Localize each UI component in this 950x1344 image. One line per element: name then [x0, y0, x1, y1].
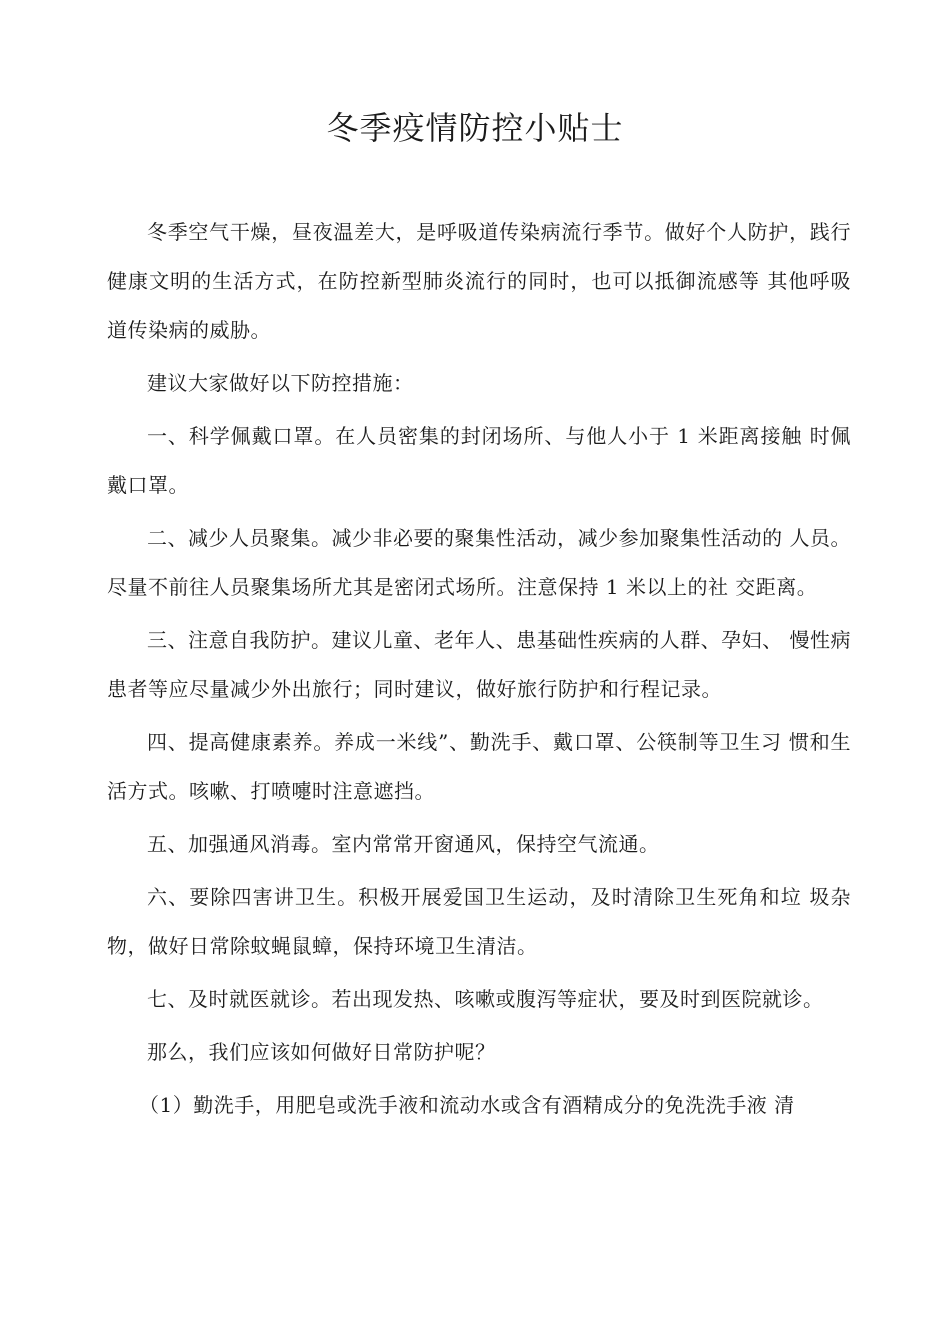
question-paragraph: 那么，我们应该如何做好日常防护呢？	[147, 1040, 496, 1064]
document-title: 冬季疫情防控小贴士	[326, 109, 624, 147]
measure-item-1: 一、科学佩戴口罩。在人员密集的封闭场所、与他人小于 1 米距离接触 时佩戴口罩。	[107, 424, 851, 497]
measure-item-7: 七、及时就医就诊。若出现发热、咳嗽或腹泻等症状，要及时到医院就诊。	[147, 987, 824, 1011]
measure-item-6: 六、要除四害讲卫生。积极开展爱国卫生运动，及时清除卫生死角和垃 圾杂物，做好日常除蚊蝇鼠蟑，保持环境卫生清洁。	[107, 885, 851, 958]
intro-paragraph: 冬季空气干燥，昼夜温差大，是呼吸道传染病流行季节。做好个人防护，践行健康文明的生活方式，在防控新型肺炎流行的同时，也可以抵御流感等 其他呼吸道传染病的威胁。	[107, 220, 851, 342]
measure-item-2: 二、减少人员聚集。减少非必要的聚集性活动，减少参加聚集性活动的 人员。尽量不前往人员聚集场所尤其是密闭式场所。注意保持 1 米以上的社 交距离。	[107, 526, 851, 599]
daily-tip-1: （1）勤洗手，用肥皂或洗手液和流动水或含有酒精成分的免洗洗手液 清	[139, 1093, 795, 1117]
measure-item-5: 五、加强通风消毒。室内常常开窗通风，保持空气流通。	[147, 832, 660, 856]
document-body	[107, 208, 851, 1134]
measure-item-4: 四、提高健康素养。养成一米线”、勤洗手、戴口罩、公筷制等卫生习 惯和生活方式。咳嗽、打喷嚏时注意遮挡。	[107, 730, 851, 803]
suggestion-lead: 建议大家做好以下防控措施：	[147, 371, 414, 395]
measure-item-3: 三、注意自我防护。建议儿童、老年人、患基础性疾病的人群、孕妇、 慢性病患者等应尽量减少外出旅行；同时建议，做好旅行防护和行程记录。	[107, 628, 851, 701]
